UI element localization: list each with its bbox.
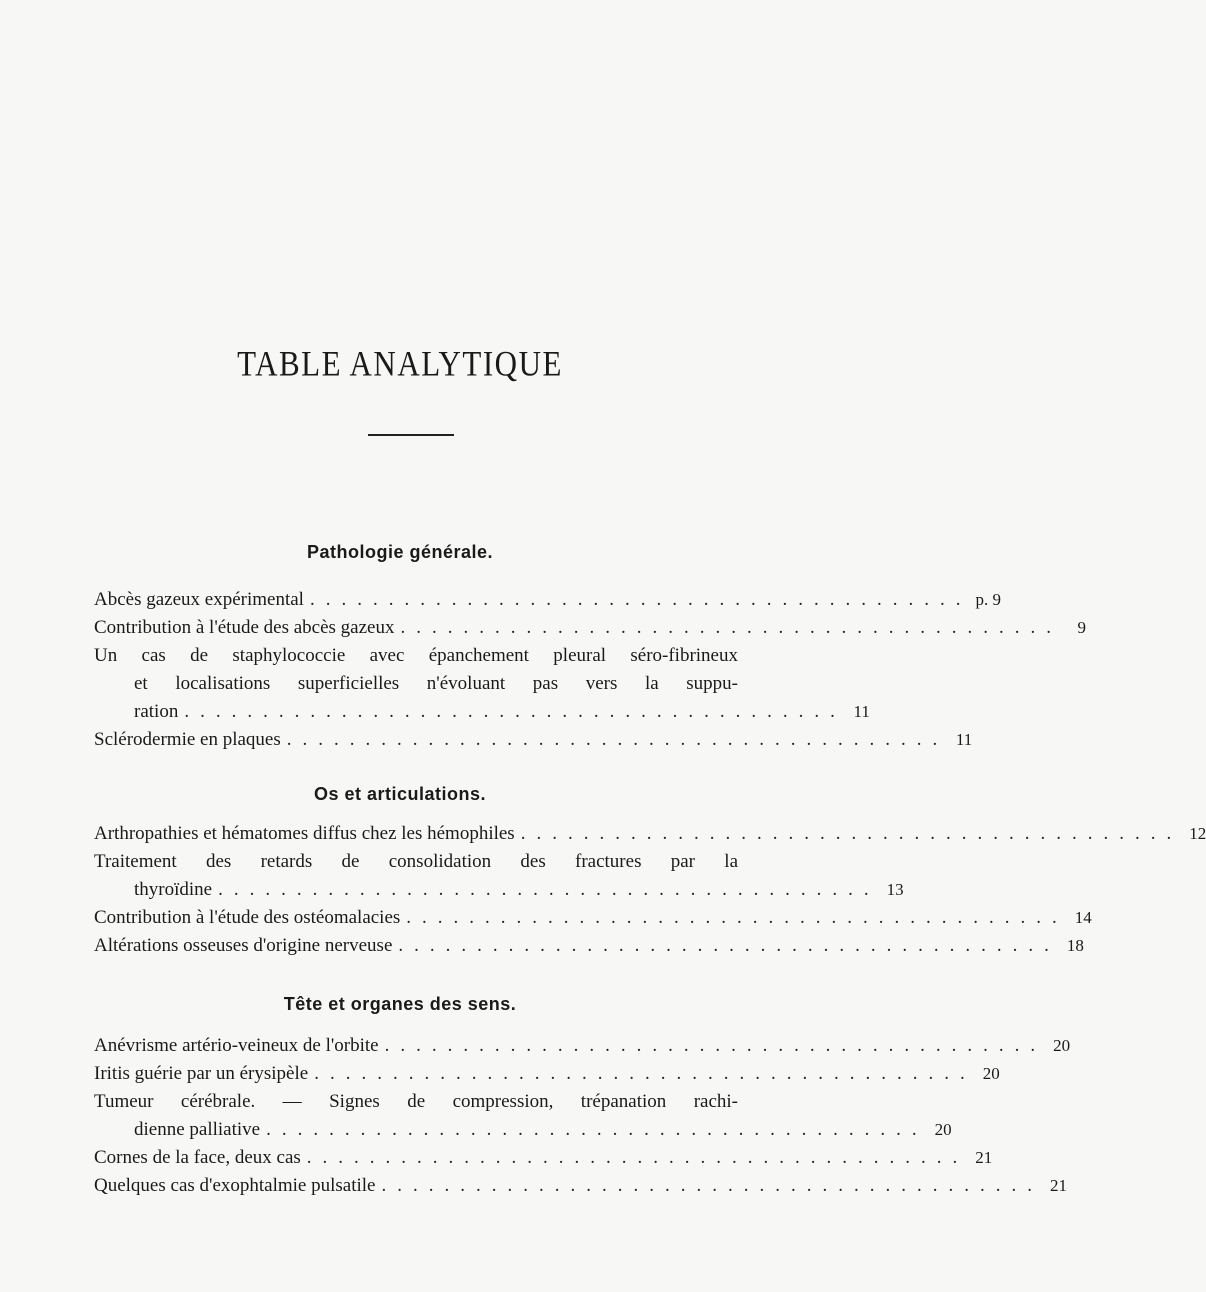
entry-title: Contribution à l'étude des abcès gazeux (94, 617, 395, 638)
entry-page: 9 (1077, 618, 1086, 637)
toc-entry (94, 1060, 1000, 1088)
toc-entry (134, 876, 904, 904)
entry-title: Cornes de la face, deux cas (94, 1147, 301, 1168)
entry-title-line: Traitement des retards de consolidation des fractures par la (94, 851, 738, 872)
entry-title: Arthropathies et hématomes diffus chez les hémophiles (94, 823, 515, 844)
entry-page: 21 (1049, 1176, 1067, 1195)
dot-leader: .......................................... (266, 1119, 928, 1140)
section-heading: Pathologie générale. (306, 542, 494, 562)
toc-entry (94, 1032, 1071, 1060)
toc-entry (134, 1116, 952, 1144)
section-heading: Tête et organes des sens. (283, 994, 517, 1014)
entry-title-line: et localisations superficielles n'évoluant pas vers la suppu- (134, 673, 738, 694)
dot-leader: .......................................... (309, 589, 972, 610)
toc-entry (94, 726, 973, 754)
toc-entry (94, 820, 1206, 848)
title-divider (368, 434, 454, 436)
entry-page: 20 (1053, 1036, 1071, 1055)
entry-title: Quelques cas d'exophtalmie pulsatile (94, 1175, 376, 1196)
entry-page: 18 (1066, 936, 1084, 955)
entry-title-line: Tumeur cérébrale. — Signes de compression, trépanation rachi- (94, 1091, 738, 1112)
page-title: TABLE ANALYTIQUE (237, 343, 563, 384)
entry-title-line: ration (134, 701, 179, 722)
entry-title: Altérations osseuses d'origine nerveuse (94, 935, 393, 956)
dot-leader: .......................................... (520, 823, 1183, 844)
dot-leader: .......................................... (398, 935, 1060, 956)
toc-entry (94, 614, 1086, 642)
dot-leader: .......................................... (381, 1175, 1043, 1196)
toc-entry (94, 932, 1084, 960)
entry-title: Anévrisme artério-veineux de l'orbite (94, 1035, 379, 1056)
dot-leader: .......................................... (406, 907, 1068, 928)
entry-title: Contribution à l'étude des ostéomalacies (94, 907, 401, 928)
entry-page: 20 (934, 1120, 952, 1139)
dot-leader: .......................................... (286, 729, 949, 750)
entry-title: Iritis guérie par un érysipèle (94, 1063, 309, 1084)
entry-page: 21 (975, 1148, 993, 1167)
dot-leader: .......................................... (306, 1147, 969, 1168)
entry-page: 13 (886, 880, 904, 899)
entry-page: p. 9 (975, 590, 1001, 609)
toc-entry (94, 586, 1001, 614)
section-heading: Os et articulations. (313, 784, 487, 804)
entry-page: 12 (1189, 824, 1206, 843)
entry-title-line: thyroïdine (134, 879, 213, 900)
entry-title: Sclérodermie en plaques (94, 729, 281, 750)
entry-page: 20 (982, 1064, 1000, 1083)
entry-page: 14 (1074, 908, 1092, 927)
dot-leader: .......................................... (384, 1035, 1047, 1056)
entry-title-line: dienne palliative (134, 1119, 261, 1140)
entry-page: 11 (955, 730, 973, 749)
entry-page: 11 (853, 702, 870, 721)
entry-title-line: Un cas de staphylococcie avec épanchement pleural séro-fibrineux (94, 645, 738, 666)
dot-leader: .......................................... (184, 701, 846, 722)
dot-leader: .......................................... (400, 617, 1062, 638)
dot-leader: .......................................... (314, 1063, 976, 1084)
dot-leader: .......................................... (218, 879, 880, 900)
toc-entry (94, 904, 1092, 932)
toc-entry (94, 1172, 1067, 1200)
toc-entry (134, 698, 870, 726)
entry-title: Abcès gazeux expérimental (94, 589, 304, 610)
toc-entry (94, 1144, 993, 1172)
